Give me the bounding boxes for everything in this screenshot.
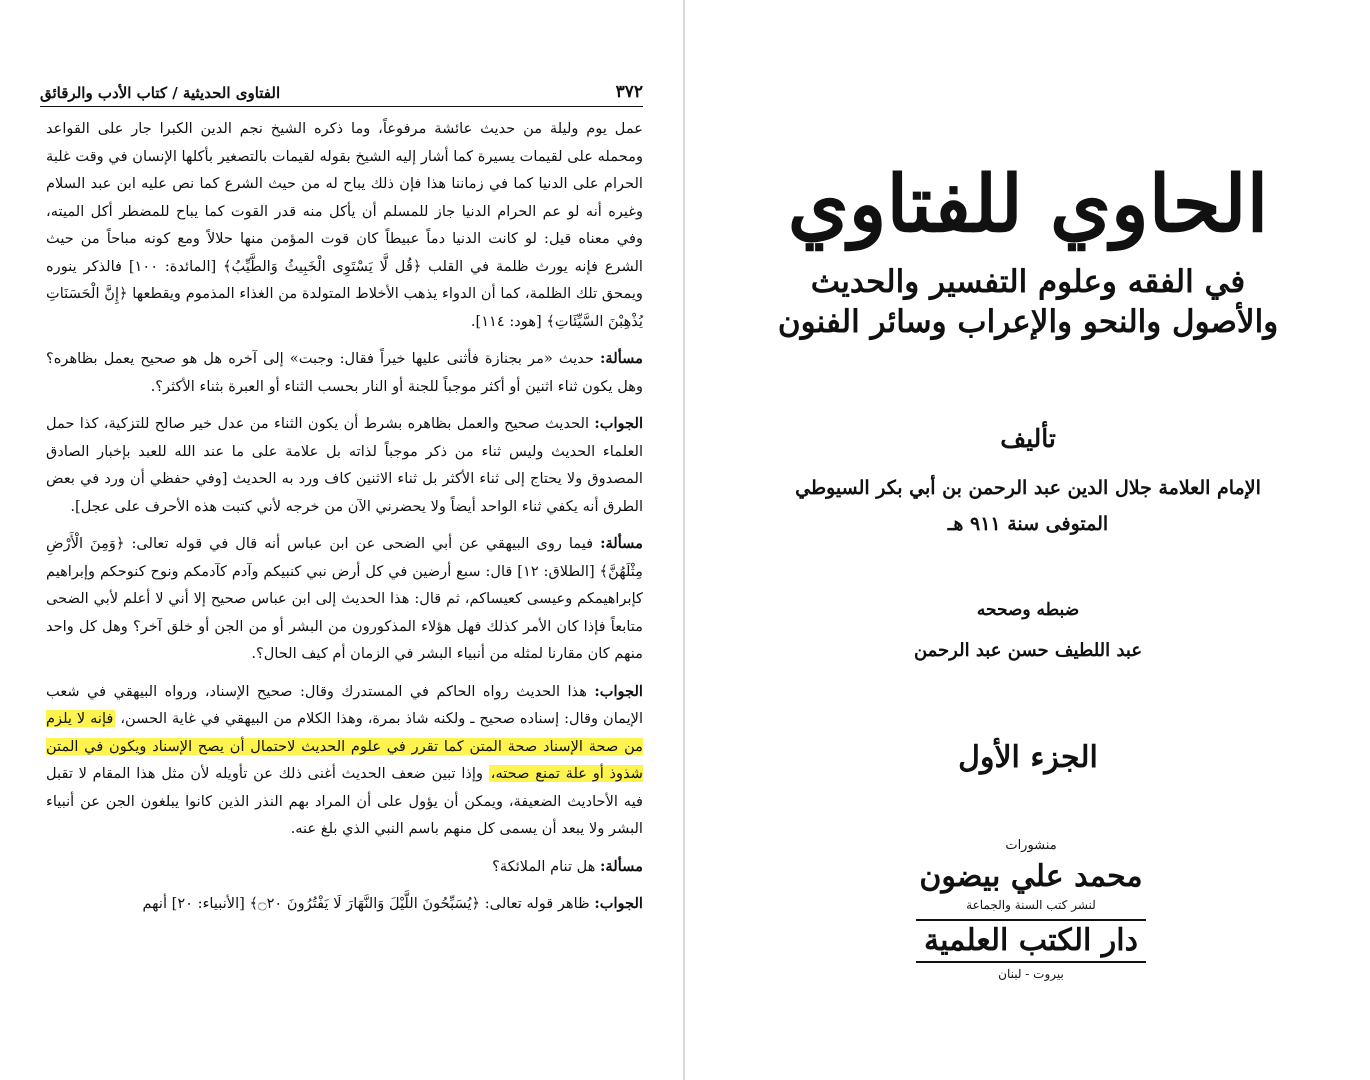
paragraph-text: هل تنام الملائكة؟ <box>492 857 596 875</box>
title-page <box>686 0 1370 1080</box>
author-death-year: المتوفى سنة ٩١١ هـ <box>947 513 1109 535</box>
page-gutter <box>683 0 685 1080</box>
question-label: مسألة: <box>600 350 643 367</box>
paragraph <box>46 890 643 918</box>
highlighted-text: فإنه لا يلزم من صحة الإسناد صحة المتن كما تقرر في علوم الحديث لاحتمال أن يصح الإسناد ويكون في المتن شذوذ أو علة تمنع صحته، <box>46 710 643 782</box>
paragraph-text: فيما روى البيهقي عن أبي الضحى عن ابن عباس أنه قال في قوله تعالى: ﴿وَمِنَ الْأَرْضِ مِثْلَهُنَّ﴾ [الطلاق: ١٢] قال: سبع أرضين في كل أرض نبي كنبيكم وآدم كآدمكم ونوح كنوحكم وإبراهيم كإبراهيمكم وعيسى كعيساكم، ثم قال: هذا الحديث إلى ابن عباس صحيح إلا أني لا أعلم لأبي الضحى متابعاً فإذا كان الأمر كذلك فهل هؤلاء المذكورون من البشر أو من الجن أو خلق آخر؟ وهل كل واحد منهم كان مقارنا لمثله من أنبياء البشر في الزمان أم كيف الحال؟. <box>46 535 643 662</box>
page-number: ٣٧٢ <box>615 82 643 102</box>
editor-name: عبد اللطيف حسن عبد الرحمن <box>913 640 1143 661</box>
paragraph <box>46 410 643 520</box>
running-title: الفتاوى الحديثية / كتاب الأدب والرقائق <box>40 84 281 102</box>
paragraph-text: ظاهر قوله تعالى: ﴿يُسَبِّحُونَ اللَّيْلَ وَالنَّهَارَ لَا يَفْتُرُونَ ۝٢٠﴾ [الأنبياء: ٢٠] أنهم <box>142 895 590 912</box>
book-title: الحاوي للفتاوي <box>787 159 1269 250</box>
question-label: مسألة: <box>600 857 643 875</box>
author-label: تأليف <box>1000 424 1056 453</box>
paragraph <box>46 345 643 400</box>
editor-label: ضبطه وصححه <box>976 600 1080 620</box>
paragraph-text: عمل يوم وليلة من حديث عائشة مرفوعاً، وما ذكره الشيخ نجم الدين الكبرا جار على القواعد ومحمله على لقيمات يسيرة كما أشار إليه الشيخ بقوله لقيمات بالتصغير بأكلها الإنسان في وقت غلبة الحرام على الدنيا كما في زماننا هذا فإن ذلك يباح له من حيث الشرع كما نص عليه ابن عبد السلام وغيره أنه لو عم الحرام الدنيا جاز للمسلم أن يأكل منه قدر القوت كما يباح للمضطر أكل الميته، وفي معناه قيل: لو كانت الدنيا دماً عبيطاً كان قوت المؤمن منها حلالاً ومع كونه مباحاً من حيث الشرع فإنه يورث ظلمة في القلب ﴿قُل لَّا يَسْتَوِى الْخَبِيثُ وَالطَّيِّبُ﴾ [المائدة: ١٠٠] فالذكر ينوره ويمحق تلك الظلمة، كما أن الدواء يذهب الأخلاط المتولدة من الغذاء المذموم ويقطعها ﴿إِنَّ الْحَسَنَاتِ يُذْهِبْنَ السَّيِّئَاتِ﴾ [هود: ١١٤]. <box>46 120 643 330</box>
paragraph-text: الحديث صحيح والعمل بظاهره بشرط أن يكون الثناء من عدل خير صالح للتزكية، كذا حمل العلماء الحديث وليس ثناء من ذكر موجباً لذاته بل علامة على ما عند الله للعبد بإخبار الصادق المصدوق ولا يحتاج إلى ثناء الأكثر بل ثناء الاثنين كاف ورد به الحديث [وفي حفظي أن ورد في بعض الطرق أنه يكفي ثناء الواحد أيضاً ولا يحضرني الآن من خرجه لأني كتبت هذه الأحرف على عجل]. <box>46 415 643 515</box>
publisher-block <box>886 838 1176 981</box>
book-subtitle <box>746 262 1310 342</box>
paragraph <box>46 115 643 335</box>
answer-label: الجواب: <box>594 415 644 432</box>
paragraph <box>46 853 643 881</box>
question-label: مسألة: <box>600 535 644 552</box>
author-block <box>726 470 1330 542</box>
paragraph-text: حديث «مر بجنازة فأثنى عليها خيراً فقال: وجبت» إلى آخره هل هو صحيح يعمل بظاهره؟ وهل يكون ثناء اثنين أو أكثر موجباً للجنة أو النار بحسب الثناء أو العبرة بثناء الأكثر؟. <box>46 350 643 395</box>
paragraph-text: وإذا تبين ضعف الحديث أغنى ذلك عن تأويله لأن مثل هذا المقام لا تقبل فيه الأحاديث الضعيفة، ويمكن أن يؤول على أن المراد بهم النذر الذين كانوا يبلغون الجن عن أنبياء البشر ولا يبعد أن يسمى كل منهم باسم النبي الذي بلغ عنه. <box>46 765 643 837</box>
author-name: الإمام العلامة جلال الدين عبد الرحمن بن أبي بكر السيوطي <box>795 477 1261 499</box>
subtitle-line: والأصول والنحو والإعراب وسائر الفنون <box>777 304 1279 340</box>
publisher-label: منشورات <box>1005 838 1057 853</box>
body-text <box>46 115 643 928</box>
publisher-house-logo: دار الكتب العلمية <box>916 919 1146 963</box>
publisher-name: محمد علي بيضون <box>919 859 1143 894</box>
subtitle-line: في الفقه وعلوم التفسير والحديث <box>810 264 1246 300</box>
paragraph <box>46 530 643 668</box>
text-page <box>0 0 683 1080</box>
running-header <box>40 72 643 107</box>
answer-label: الجواب: <box>594 682 643 700</box>
paragraph-text: هذا الحديث رواه الحاكم في المستدرك وقال: صحيح الإسناد، ورواه البيهقي في شعب الإيمان وقال: إسناده صحيح ـ ولكنه شاذ بمرة، وهذا الكلام من البيهقي في غاية الحسن، <box>46 682 644 727</box>
paragraph <box>46 678 643 843</box>
volume-label: الجزء الأول <box>958 740 1098 775</box>
publisher-place: بيروت - لبنان <box>998 967 1064 981</box>
publisher-subtitle: لنشر كتب السنة والجماعة <box>966 898 1096 912</box>
answer-label: الجواب: <box>594 895 643 912</box>
